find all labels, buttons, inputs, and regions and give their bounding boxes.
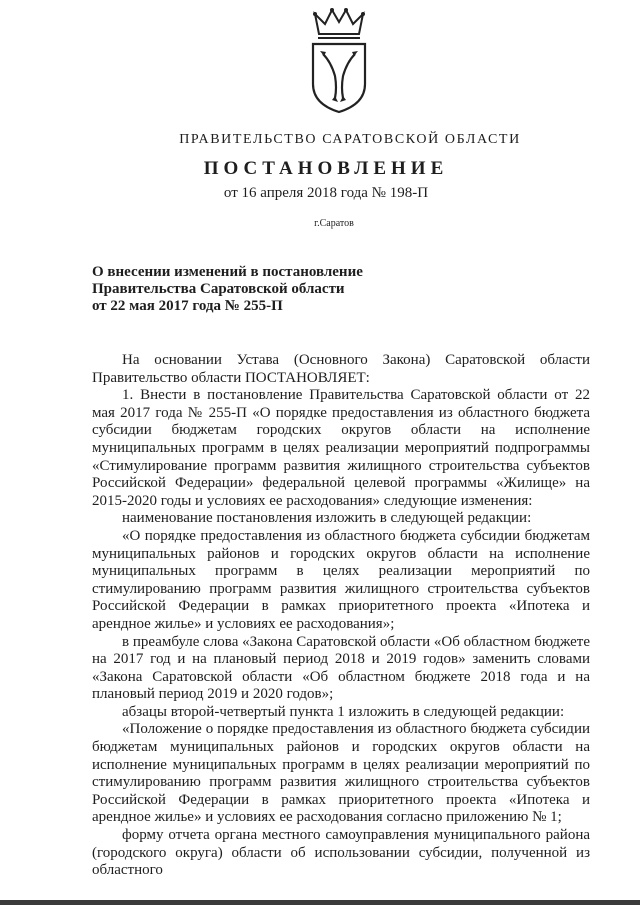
body-paragraph: «О порядке предоставления из областного бюджета субсидии бюджетам муниципальных районов и городских округов области на исполнение муниципальных программ в целях реализации мероприятий по стимулированию программ развития жилищного строительства субъектов Российской Федерации в рамках приоритетного проекта «Ипотека и арендное жилье» и условиях ее расходования»; xyxy=(92,527,590,632)
body-paragraph: в преамбуле слова «Закона Саратовской области «Об областном бюджете на 2017 год и на плановый период 2018 и 2019 годов» заменить словами «Закона Саратовской области «Об областном бюджете 2018 года и на плановый период 2019 и 2020 годов»; xyxy=(92,633,590,703)
body-paragraph: форму отчета органа местного самоуправления муниципального района (городского округа) области об использовании субсидии, полученной из областного xyxy=(92,827,590,879)
document-city: г.Саратов xyxy=(314,218,354,229)
body-paragraph: 1. Внести в постановление Правительства Саратовской области от 22 мая 2017 года № 255-П «О порядке предоставления из областного бюджета субсидии бюджетам городских округов области на исполнение муниципальных программ в целях реализации мероприятий подпрограммы «Стимулирование программ развития жилищного строительства субъектов Российской Федерации» федеральной целевой программы «Жилище» на 2015-2020 годы и условиях ее расходования» следующие изменения: xyxy=(92,387,590,509)
title-line: О внесении изменений в постановление xyxy=(92,264,363,280)
scan-bottom-edge xyxy=(0,900,640,905)
document-body xyxy=(92,352,590,880)
body-paragraph: абзацы второй-четвертый пункта 1 изложить в следующей редакции: xyxy=(122,703,565,720)
document-type-heading: ПОСТАНОВЛЕНИЕ xyxy=(203,158,449,179)
body-paragraph: наименование постановления изложить в следующей редакции: xyxy=(122,510,532,527)
title-line: Правительства Саратовской области xyxy=(92,281,345,297)
document-date-number: от 16 апреля 2018 года № 198-П xyxy=(223,185,429,201)
saratov-coat-of-arms-emblem xyxy=(305,6,373,116)
body-paragraph: «Положение о порядке предоставления из областного бюджета субсидии бюджетам муниципальных районов и городских округов области на исполнение муниципальных программ в целях реализации мероприятий по стимулированию программ развития жилищного строительства субъектов Российской Федерации в рамках приоритетного проекта «Ипотека и арендное жилье» и условиях ее расходования согласно приложению № 1; xyxy=(92,721,590,826)
title-line: от 22 мая 2017 года № 255-П xyxy=(92,298,283,314)
government-name: ПРАВИТЕЛЬСТВО САРАТОВСКОЙ ОБЛАСТИ xyxy=(179,132,521,147)
body-paragraph: На основании Устава (Основного Закона) Саратовской области Правительство области ПОСТАНОВЛЯЕТ: xyxy=(92,352,590,386)
document-title xyxy=(92,264,412,315)
